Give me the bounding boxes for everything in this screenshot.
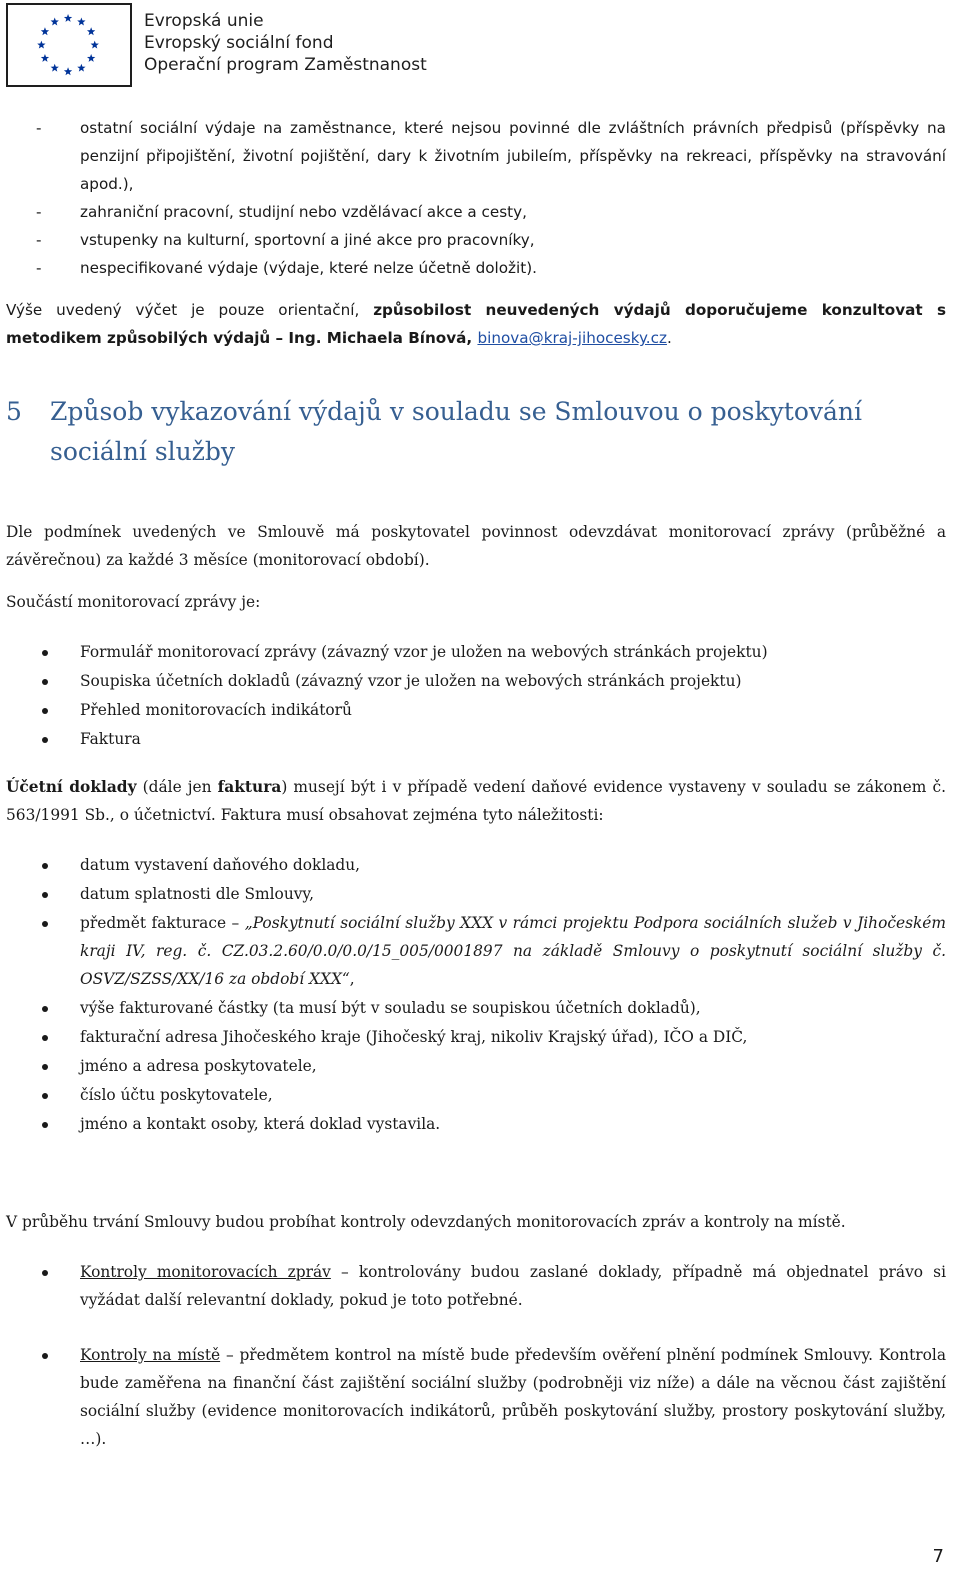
dash-item: - zahraniční pracovní, studijní nebo vzdělávací akce a cesty, bbox=[6, 198, 946, 226]
eu-star-icon bbox=[91, 41, 99, 49]
invoice-item: jméno a kontakt osoby, která doklad vystavila. bbox=[6, 1110, 946, 1138]
control-text: – předmětem kontrol na místě bude především ověření plnění podmínek Smlouvy. Kontrola bude zaměřena na finanční část zajištění sociální služby (podrobněji viz níže) a dále na věcnou část zajištění sociální služby (evidence monitorovacích indikátorů, průběh poskytování služby, prostory poskytování služby, …). bbox=[80, 1346, 946, 1448]
program-logo-text bbox=[144, 10, 427, 76]
orientation-note bbox=[6, 296, 946, 352]
invoice-item: fakturační adresa Jihočeského kraje (Jihočeský kraj, nikoliv Krajský úřad), IČO a DIČ, bbox=[6, 1023, 946, 1051]
component-item: Faktura bbox=[6, 725, 946, 753]
logo-line-1: Evropská unie bbox=[144, 11, 264, 31]
page-number: 7 bbox=[932, 1546, 944, 1567]
accounting-docs-para bbox=[6, 773, 946, 829]
invoice-requirements-list bbox=[6, 851, 946, 1138]
eu-flag-logo bbox=[6, 3, 132, 87]
section-number: 5 bbox=[6, 397, 22, 426]
docs-bold-2: faktura bbox=[217, 778, 282, 796]
invoice-item: datum splatnosti dle Smlouvy, bbox=[6, 880, 946, 908]
component-item: Soupiska účetních dokladů (závazný vzor je uložen na webových stránkách projektu) bbox=[6, 667, 946, 695]
eu-star-icon bbox=[37, 41, 45, 49]
controls-list bbox=[6, 1258, 946, 1453]
invoice-item: jméno a adresa poskytovatele, bbox=[6, 1052, 946, 1080]
control-text: – kontrolovány budou zaslané doklady, případně má objednatel právo si vyžádat další relevantní doklady, pokud je toto potřebné. bbox=[80, 1263, 947, 1309]
document-body bbox=[6, 114, 946, 1453]
eu-star-icon bbox=[77, 18, 85, 26]
eu-star-icon bbox=[41, 27, 49, 35]
contact-email-link[interactable]: binova@kraj-jihocesky.cz bbox=[477, 329, 667, 347]
docs-bold-1: Účetní doklady bbox=[6, 778, 137, 796]
section-heading bbox=[6, 392, 946, 472]
note-bold: způsobilost neuvedených výdajů doporučujeme konzultovat s metodikem způsobilých výdajů – Ing. Michaela Bínová, bbox=[6, 301, 946, 347]
logo-line-3: Operační program Zaměstnanost bbox=[144, 55, 427, 75]
control-item-onsite bbox=[6, 1341, 946, 1453]
component-item: Formulář monitorovací zprávy (závazný vzor je uložen na webových stránkách projektu) bbox=[6, 638, 946, 666]
subject-italic: „Poskytnutí sociální služby XXX v rámci projektu Podpora sociálních služeb v Jihočeském kraji IV, reg. č. CZ.03.2.60/0.0/0.0/15_005/0001897 na základě Smlouvy o poskytnutí sociální služby č. OSVZ/SZSS/XX/16 za období XXX“ bbox=[80, 914, 946, 988]
controls-para: V průběhu trvání Smlouvy budou probíhat kontroly odevzdaných monitorovacích zpráv a kontroly na místě. bbox=[6, 1213, 846, 1231]
control-item-reports bbox=[6, 1258, 946, 1314]
docs-text-2: ) musejí být i v případě vedení daňové evidence vystaveny v souladu se zákonem č. 563/1991 Sb., o účetnictví. Faktura musí obsahovat zejména tyto náležitosti: bbox=[6, 778, 946, 824]
eu-star-icon bbox=[51, 64, 59, 72]
control-title: Kontroly na místě bbox=[80, 1346, 221, 1364]
note-plain: Výše uvedený výčet je pouze orientační, bbox=[6, 301, 374, 319]
components-intro: Součástí monitorovací zprávy je: bbox=[6, 593, 261, 611]
note-end: . bbox=[666, 329, 672, 347]
eu-star-icon bbox=[41, 54, 49, 62]
dash-item: - nespecifikované výdaje (výdaje, které nelze účetně doložit). bbox=[6, 254, 946, 282]
component-item: Přehled monitorovacích indikátorů bbox=[6, 696, 946, 724]
section-title: Způsob vykazování výdajů v souladu se Smlouvou o poskytování sociální služby bbox=[50, 397, 863, 466]
report-components-list bbox=[6, 638, 946, 753]
excluded-expenses-list bbox=[6, 114, 946, 282]
reporting-intro: Dle podmínek uvedených ve Smlouvě má poskytovatel povinnost odevzdávat monitorovací zprávy (průběžné a závěrečnou) za každé 3 měsíce (monitorovací období). bbox=[6, 523, 946, 569]
eu-star-icon bbox=[64, 67, 72, 75]
subject-prefix: předmět fakturace – bbox=[80, 914, 245, 932]
dash-item: - ostatní sociální výdaje na zaměstnance, které nejsou povinné dle zvláštních právních předpisů (příspěvky na penzijní připojištění, životní pojištění, dary k životním jubileím, příspěvky na rekreaci, příspěvky na stravování apod.), bbox=[6, 114, 946, 198]
invoice-item: datum vystavení daňového dokladu, bbox=[6, 851, 946, 879]
dash-item: - vstupenky na kulturní, sportovní a jiné akce pro pracovníky, bbox=[6, 226, 946, 254]
eu-star-icon bbox=[87, 27, 95, 35]
eu-stars-icon bbox=[8, 5, 130, 85]
eu-star-icon bbox=[64, 14, 72, 22]
eu-star-icon bbox=[77, 64, 85, 72]
subject-suffix: , bbox=[349, 970, 355, 988]
invoice-item: číslo účtu poskytovatele, bbox=[6, 1081, 946, 1109]
invoice-item-subject bbox=[6, 909, 946, 993]
eu-star-icon bbox=[87, 54, 95, 62]
control-title: Kontroly monitorovacích zpráv bbox=[80, 1263, 331, 1281]
docs-text-1: (dále jen bbox=[136, 778, 218, 796]
logo-line-2: Evropský sociální fond bbox=[144, 33, 334, 53]
invoice-item: výše fakturované částky (ta musí být v souladu se soupiskou účetních dokladů), bbox=[6, 994, 946, 1022]
eu-star-icon bbox=[51, 18, 59, 26]
